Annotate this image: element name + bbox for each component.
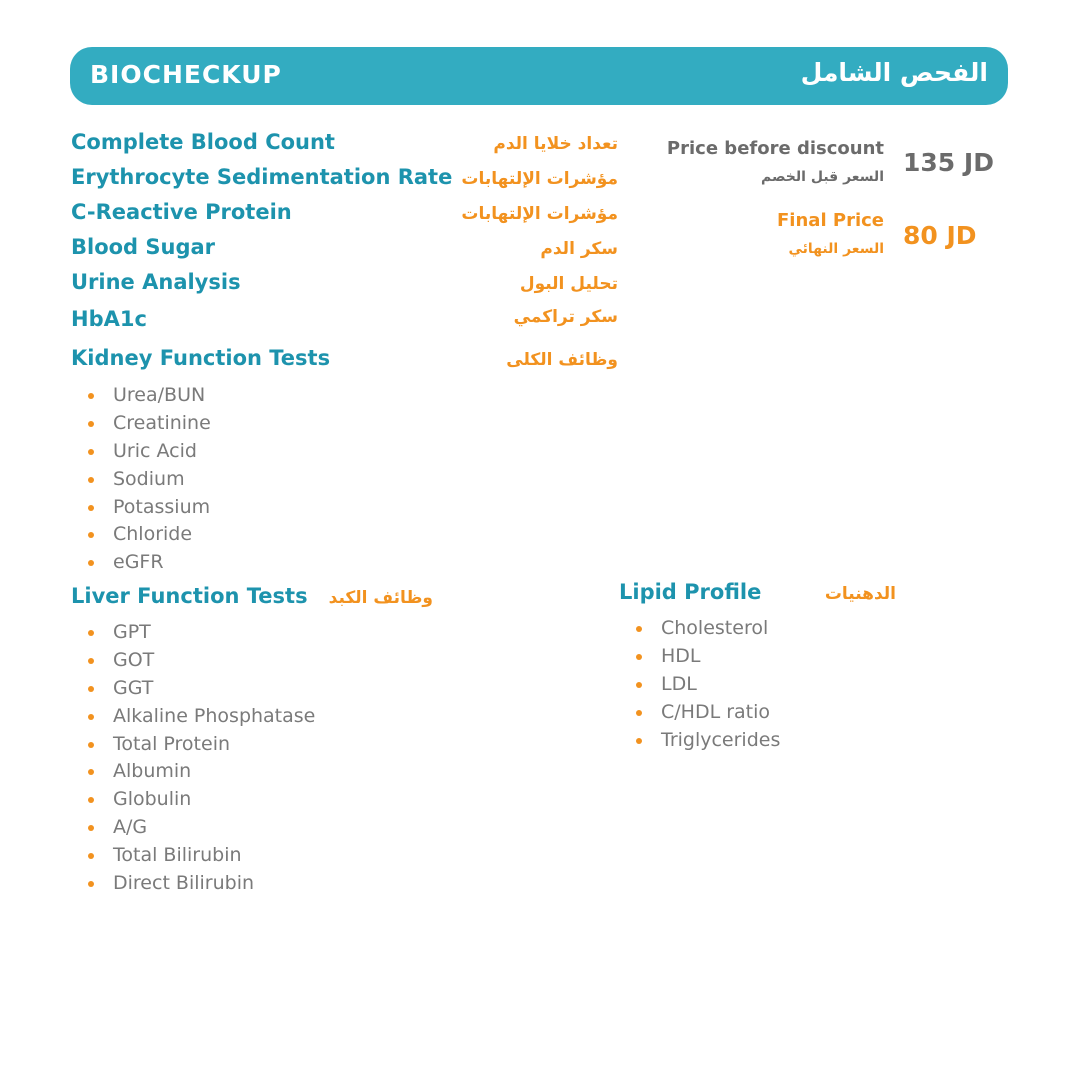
- list-item: Globulin: [85, 786, 315, 814]
- test-urine-analysis: Urine Analysis: [71, 270, 241, 294]
- list-item: Urea/BUN: [85, 382, 211, 410]
- kidney-section-title: Kidney Function Tests: [71, 346, 331, 370]
- kidney-test-list: [85, 382, 211, 577]
- liver-test-list: [85, 619, 315, 898]
- liver-section-title-arabic: وظائف الكبد: [328, 588, 433, 608]
- test-hba1c-arabic: سكر تراكمي: [513, 307, 618, 327]
- list-item: Cholesterol: [633, 615, 780, 643]
- banner-title-arabic: الفحص الشامل: [800, 58, 988, 87]
- final-price-label: Final Price: [777, 210, 884, 231]
- list-item: Sodium: [85, 466, 211, 494]
- price-before-discount-label: Price before discount: [666, 138, 884, 159]
- test-blood-sugar-arabic: سكر الدم: [540, 239, 618, 259]
- list-item: Uric Acid: [85, 438, 211, 466]
- lipid-section-title-arabic: الدهنيات: [824, 584, 896, 604]
- list-item: Creatinine: [85, 410, 211, 438]
- list-item: eGFR: [85, 549, 211, 577]
- final-price-label-arabic: السعر النهائي: [788, 241, 884, 257]
- banner-title: BIOCHECKUP: [90, 60, 282, 89]
- price-before-discount-label-arabic: السعر قبل الخصم: [761, 169, 884, 185]
- lipid-test-list: [633, 615, 780, 754]
- list-item: Albumin: [85, 758, 315, 786]
- price-before-discount-value: 135 JD: [903, 148, 994, 177]
- test-complete-blood-count: Complete Blood Count: [71, 130, 335, 154]
- list-item: Alkaline Phosphatase: [85, 703, 315, 731]
- test-urine-analysis-arabic: تحليل البول: [519, 274, 618, 294]
- list-item: GGT: [85, 675, 315, 703]
- list-item: Direct Bilirubin: [85, 870, 315, 898]
- list-item: LDL: [633, 671, 780, 699]
- list-item: Chloride: [85, 521, 211, 549]
- final-price-value: 80 JD: [903, 221, 977, 250]
- list-item: Total Bilirubin: [85, 842, 315, 870]
- list-item: HDL: [633, 643, 780, 671]
- test-crp: C-Reactive Protein: [71, 200, 292, 224]
- list-item: C/HDL ratio: [633, 699, 780, 727]
- test-blood-sugar: Blood Sugar: [71, 235, 216, 259]
- test-crp-arabic: مؤشرات الإلتهابات: [461, 204, 618, 224]
- test-hba1c: HbA1c: [71, 307, 147, 331]
- list-item: Potassium: [85, 494, 211, 522]
- header-banner: [70, 47, 1008, 105]
- list-item: GOT: [85, 647, 315, 675]
- list-item: A/G: [85, 814, 315, 842]
- list-item: Triglycerides: [633, 727, 780, 755]
- liver-section-title: Liver Function Tests: [71, 584, 308, 608]
- kidney-section-title-arabic: وظائف الكلى: [506, 350, 618, 370]
- list-item: GPT: [85, 619, 315, 647]
- list-item: Total Protein: [85, 731, 315, 759]
- test-esr-arabic: مؤشرات الإلتهابات: [461, 169, 618, 189]
- lipid-section-title: Lipid Profile: [619, 580, 762, 604]
- test-complete-blood-count-arabic: تعداد خلايا الدم: [493, 134, 618, 154]
- test-esr: Erythrocyte Sedimentation Rate: [71, 165, 453, 189]
